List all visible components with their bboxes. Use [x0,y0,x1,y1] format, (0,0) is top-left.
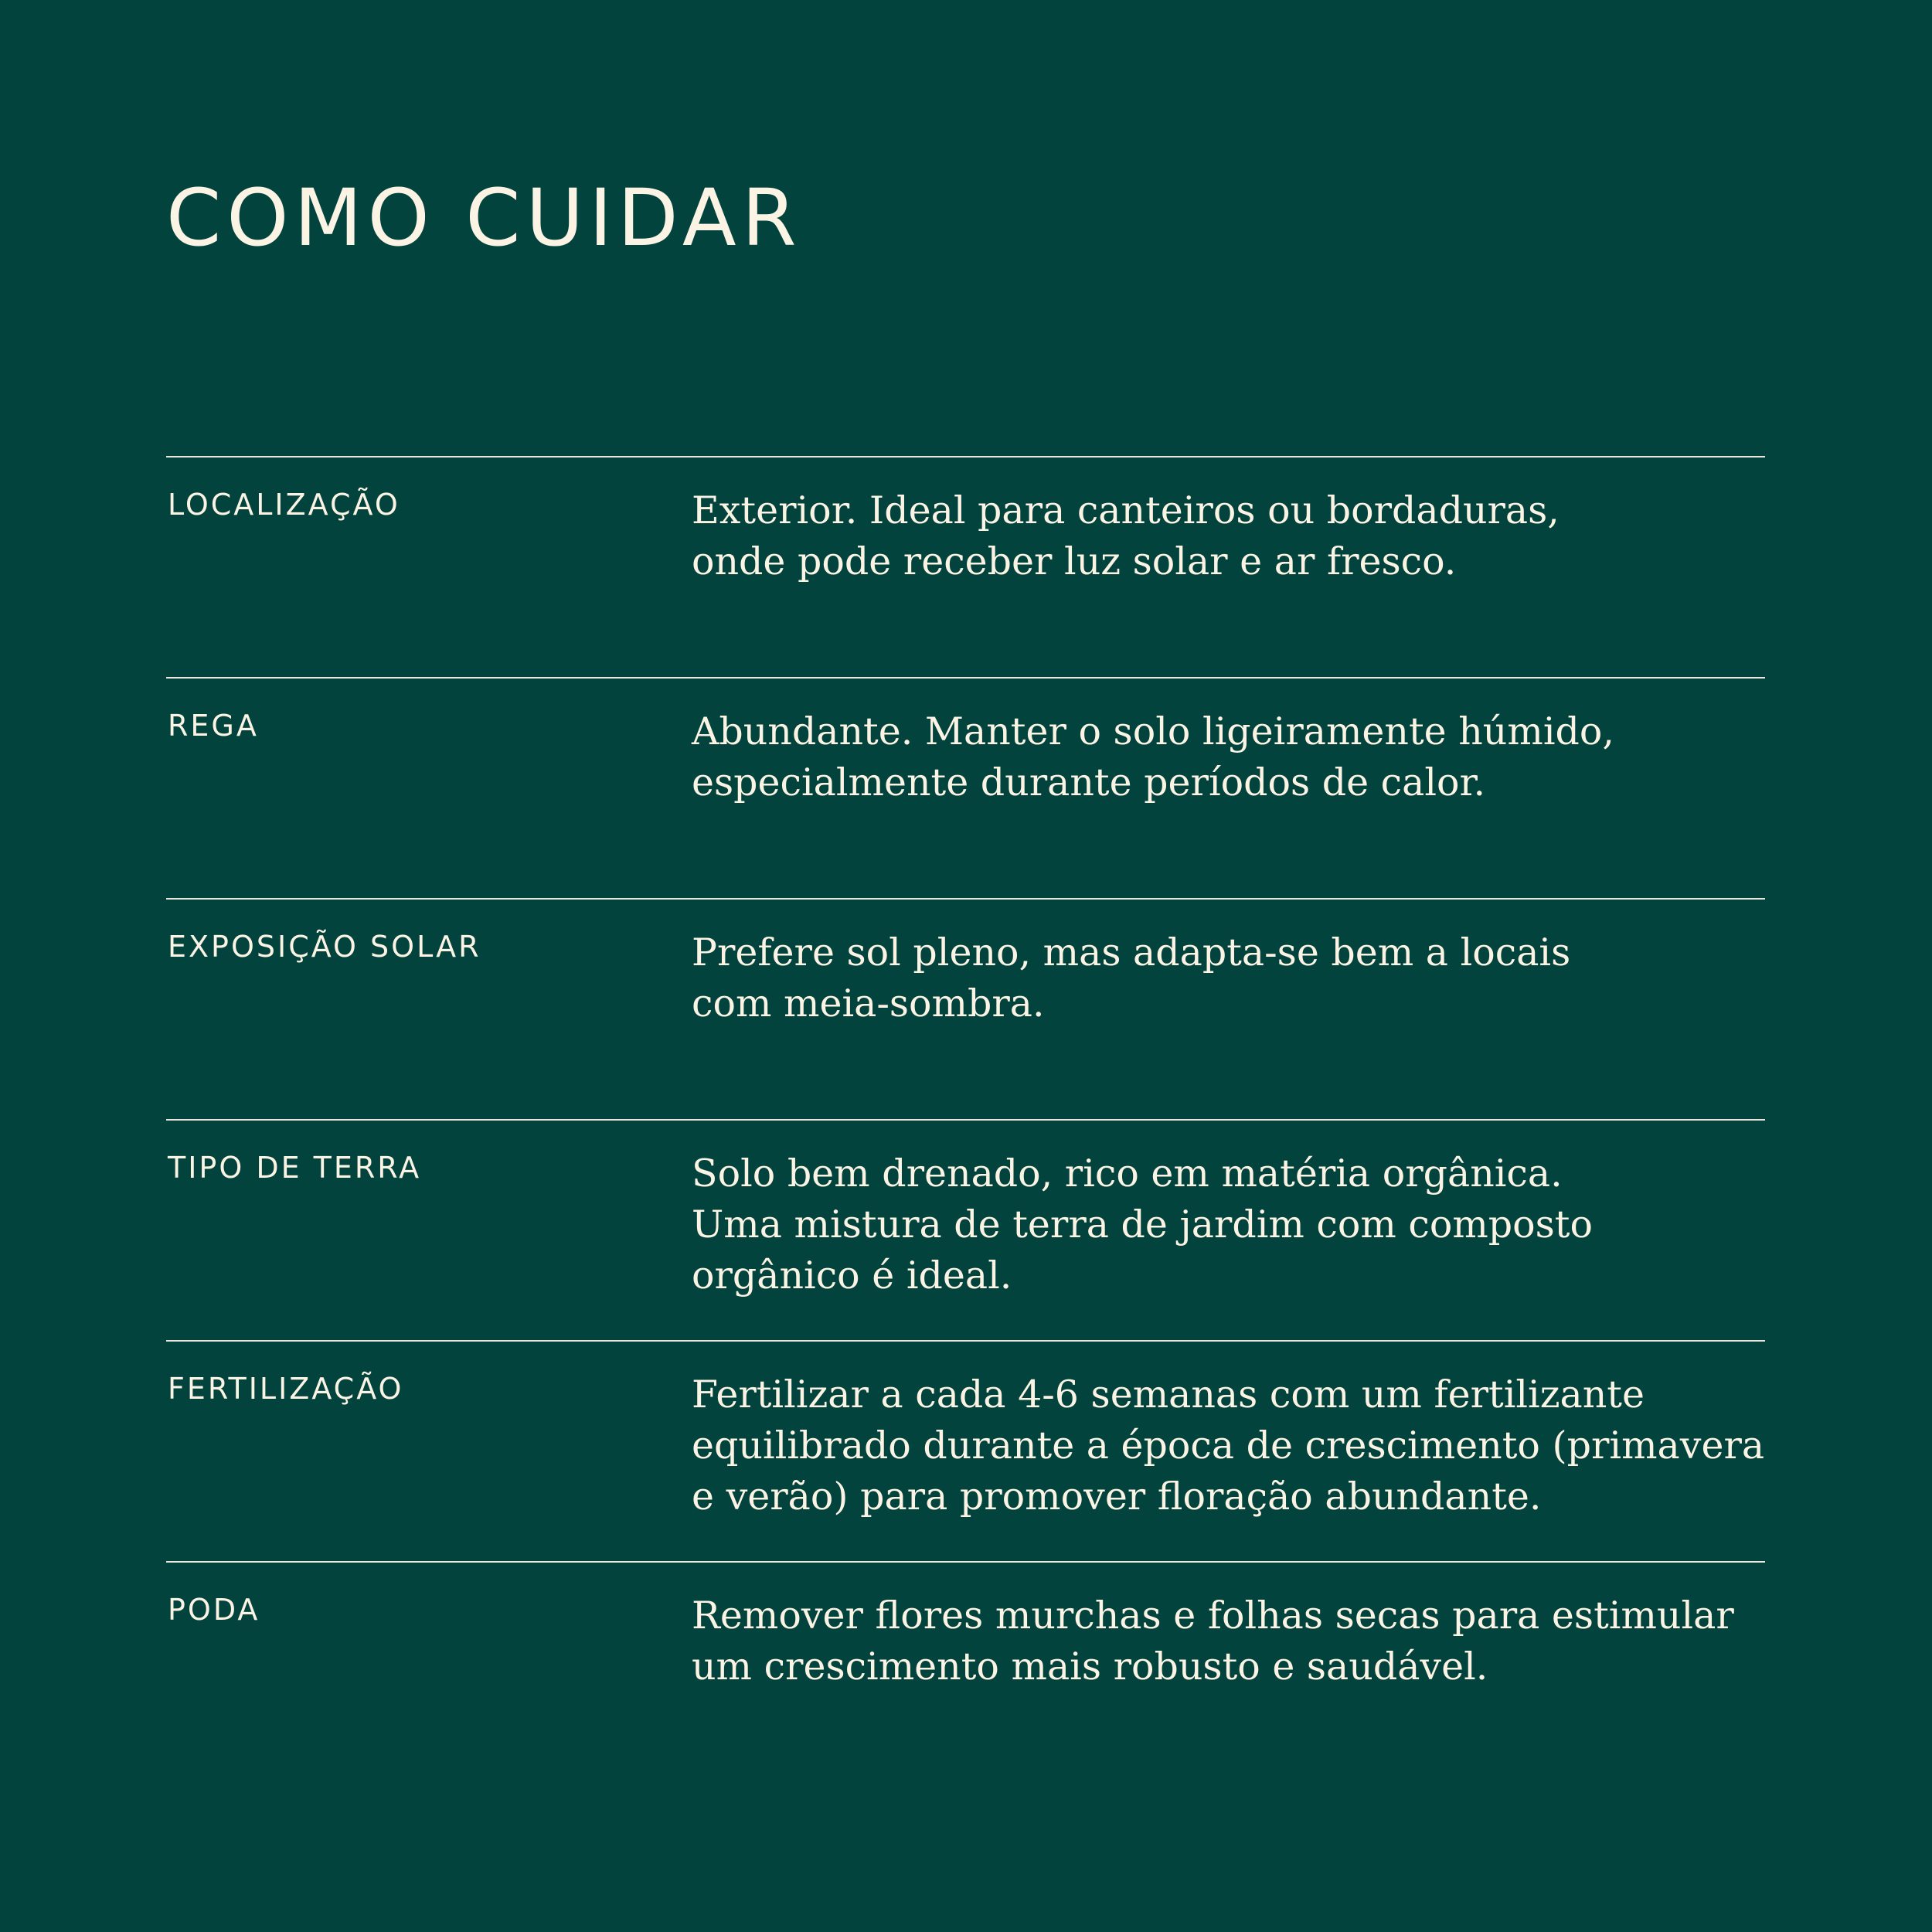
care-description [692,485,1765,587]
care-description-line: equilibrado durante a época de crescimento (primavera [692,1423,1765,1468]
care-row-fertilizacao [166,1340,1765,1561]
care-description-line: orgânico é ideal. [692,1253,1012,1298]
care-description-line: e verão) para promover floração abundante. [692,1475,1542,1519]
care-label: REGA [168,709,259,743]
care-description-line: Abundante. Manter o solo ligeiramente húmido, [692,709,1614,753]
care-description-line: Remover flores murchas e folhas secas para estimular [692,1594,1734,1638]
care-description-line: Uma mistura de terra de jardim com composto [692,1202,1593,1247]
care-description [692,1369,1765,1522]
care-description-line: especialmente durante períodos de calor. [692,760,1486,804]
care-description-line: Solo bem drenado, rico em matéria orgânica. [692,1151,1563,1196]
care-row-exposicao-solar [166,898,1765,1119]
care-description [692,1590,1765,1692]
care-description [692,1148,1765,1301]
care-label: FERTILIZAÇÃO [168,1372,404,1406]
care-label: EXPOSIÇÃO SOLAR [168,930,481,964]
care-row-poda [166,1561,1765,1782]
care-description-line: Fertilizar a cada 4-6 semanas com um fertilizante [692,1372,1645,1417]
care-description-line: um crescimento mais robusto e saudável. [692,1645,1488,1689]
care-description-line: Exterior. Ideal para canteiros ou bordaduras, [692,488,1560,532]
care-row-localizacao [166,456,1765,677]
care-description [692,706,1765,808]
care-description-line: onde pode receber luz solar e ar fresco. [692,539,1457,583]
page-title: COMO CUIDAR [166,172,802,264]
care-list [166,456,1765,1782]
care-row-tipo-de-terra [166,1119,1765,1340]
care-label: LOCALIZAÇÃO [168,488,400,522]
care-row-rega [166,677,1765,898]
care-description [692,927,1765,1029]
care-label: TIPO DE TERRA [168,1151,422,1185]
care-label: PODA [168,1593,260,1627]
care-description-line: com meia-sombra. [692,981,1045,1026]
care-description-line: Prefere sol pleno, mas adapta-se bem a locais [692,930,1571,975]
